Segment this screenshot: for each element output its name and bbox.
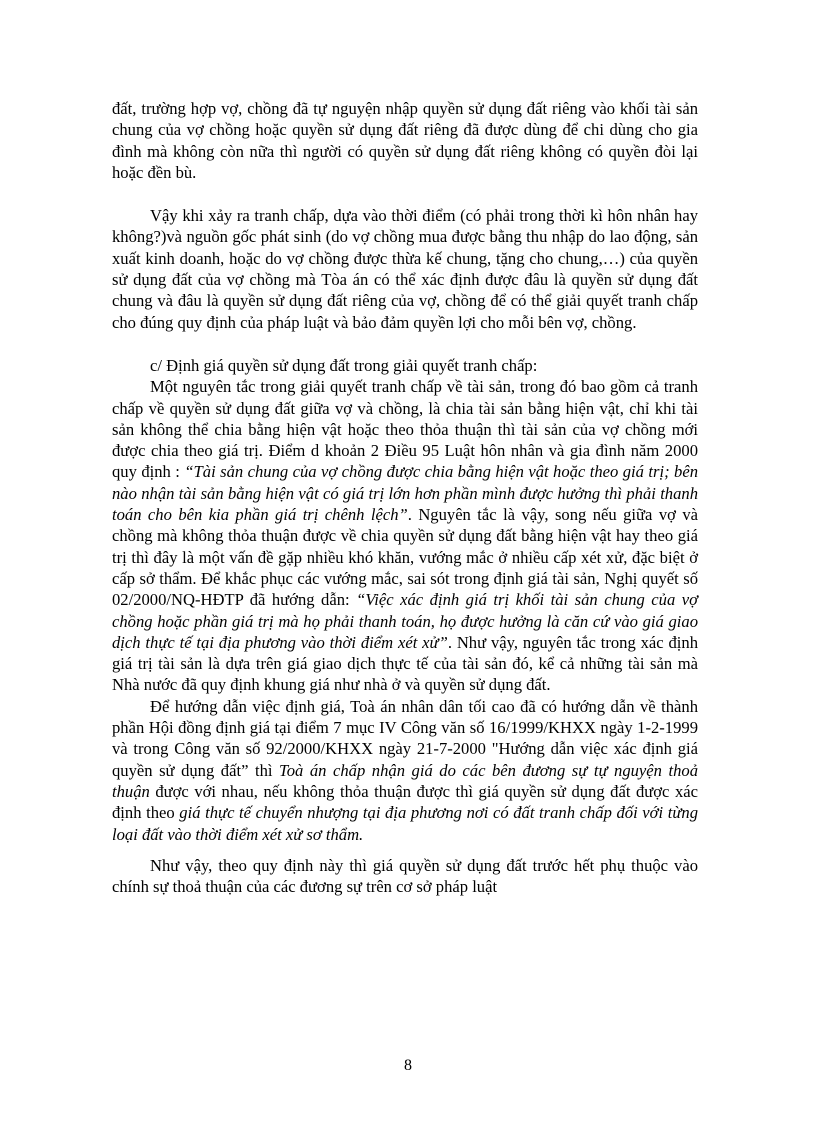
paragraph-4-text-c: được với nhau, nếu không thỏa thuận được thì giá quyền sử dụng đất được xác định theo <box>112 781 698 823</box>
paragraph-3-text-a: Một nguyên tắc trong giải quyết tranh chấp về tài sản, trong đó bao gồm cả tranh chấp về quyền sử dụng đất giữa vợ và chồng, là chia tài sản bằng hiện vật, chỉ khi tài sản không thể chia bằng hiện vật hoặc theo thỏa thuận thì tài sản của vợ chồng mới được chia theo giá trị. Điểm d khoản 2 Điều 95 Luật hôn nhân và gia đình năm 2000 quy định : <box>112 377 698 482</box>
paragraph-3-text-e: . Như vậy, nguyên tắc trong xác định giá trị tài sản là dựa trên giá giao dịch thực tế của tài sản đó, kể cả những tài sản mà Nhà nước đã quy định khung giá như nhà ở và quyền sử dụng đất. <box>112 632 698 695</box>
page-number: 8 <box>404 1057 412 1074</box>
paragraph-4-italic-b: Toà án chấp nhận giá do các bên đương sự tự nguyện thoả thuận <box>112 760 698 801</box>
paragraph-4 <box>112 696 698 845</box>
paragraph-3-quote-2: “Việc xác định giá trị khối tài sản chung của vợ chồng hoặc phần giá trị mà họ phải thanh toán, họ được hưởng là căn cứ vào giá giao dịch thực tế tại địa phương vào thời điểm xét xử” <box>112 590 698 652</box>
paragraph-4-italic-d: giá thực tế chuyển nhượng tại địa phương nơi có đất tranh chấp đối với từng loại đất vào thời điểm xét xử sơ thẩm. <box>112 803 698 844</box>
document-page <box>112 98 698 897</box>
paragraph-3-quote-1: “Tài sản chung của vợ chồng được chia bằng hiện vật hoặc theo giá trị; bên nào nhận tài sản bằng hiện vật có giá trị lớn hơn phần mình được hưởng thì phải thanh toán cho bên kia phần giá trị chênh lệch” <box>112 462 698 525</box>
section-heading: c/ Định giá quyền sử dụng đất trong giải quyết tranh chấp: <box>150 355 538 375</box>
paragraph-3-text-c: . Nguyên tắc là vậy, song nếu giữa vợ và chồng mà không thỏa thuận được về chia quyền sử dụng đất bằng hiện vật hay theo giá trị thì đây là một vấn đề gặp nhiều khó khăn, vướng mắc ở nhiều cấp xét xử, đặc biệt ở cấp sở thẩm. Để khắc phục các vướng mắc, sai sót trong định giá tài sản, Nghị quyết số 02/2000/NQ-HĐTP đã hướng dẫn: <box>112 505 698 610</box>
paragraph-3 <box>112 376 698 695</box>
paragraph-2: Vậy khi xảy ra tranh chấp, dựa vào thời điểm (có phải trong thời kì hôn nhân hay không?)và nguồn gốc phát sinh (do vợ chồng mua được bằng thu nhập do lao động, sản xuất kinh doanh, hoặc do vợ chồng được thừa kế chung, tặng cho chung,…) của quyền sử dụng đất của vợ chồng mà Tòa án có thể xác định được đâu là quyền sử dụng đất chung và đâu là quyền sử dụng đất riêng của vợ, chồng để có thể giải quyết tranh chấp cho đúng quy định của pháp luật và bảo đảm quyền lợi cho mỗi bên vợ, chồng. <box>112 206 698 332</box>
paragraph-1: đất, trường hợp vợ, chồng đã tự nguyện nhập quyền sử dụng đất riêng vào khối tài sản chung của vợ chồng hoặc quyền sử dụng đất riêng đã được dùng để chi dùng cho gia đình mà không còn nữa thì người có quyền sử dụng đất riêng không có quyền đòi lại hoặc đền bù. <box>112 99 698 182</box>
paragraph-5: Như vậy, theo quy định này thì giá quyền sử dụng đất trước hết phụ thuộc vào chính sự thoả thuận của các đương sự trên cơ sở pháp luật <box>112 855 698 897</box>
paragraph-4-text-a: Để hướng dẫn việc định giá, Toà án nhân dân tối cao đã có hướng dẫn về thành phần Hội đồng định giá tại điểm 7 mục IV Công văn số 16/1999/KHXX ngày 1-2-1999 và trong Công văn số 92/2000/KHXX ngày 21-7-2000 "Hướng dẫn việc xác định giá quyền sử dụng đất” thì <box>112 696 698 780</box>
